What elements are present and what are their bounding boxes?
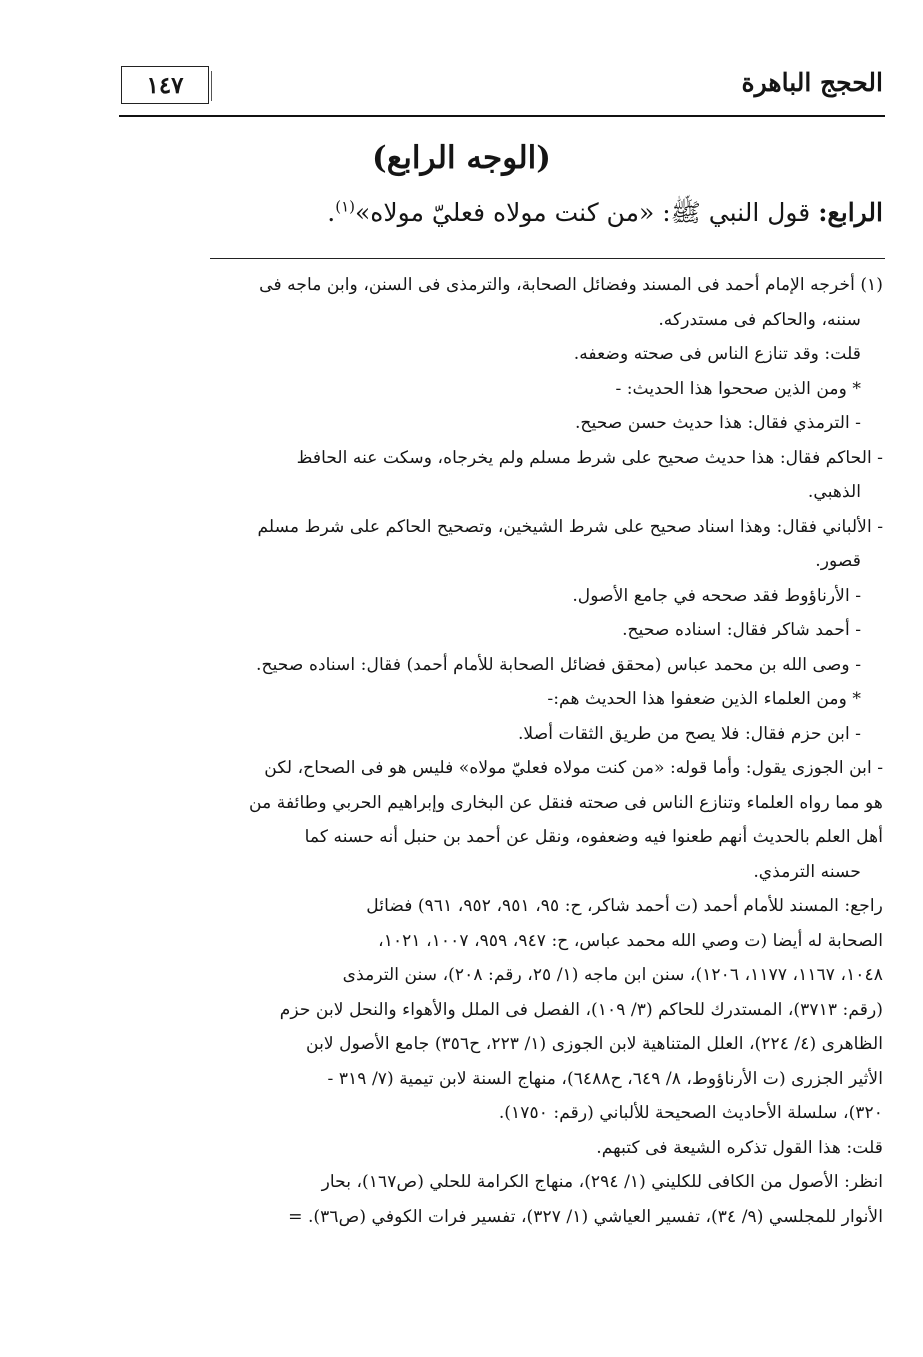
footnote-line: راجع: المسند للأمام أحمد (ت أحمد شاكر، ح: ٩٥، ٩٥١، ٩٥٢، ٩٦١) فضائل	[366, 896, 883, 916]
footnote-line: الصحابة له أيضا (ت وصي الله محمد عباس، ح: ٩٤٧، ٩٥٩، ١٠٠٧، ١٠٢١،	[378, 930, 883, 951]
page-number: ١٤٧	[146, 72, 184, 99]
statement-text: قول النبي ﷺ: «من كنت مولاه فعليّ مولاه»	[355, 198, 811, 227]
statement-rule	[210, 258, 885, 259]
footnote-line: * ومن الذين صححوا هذا الحديث: -	[615, 378, 861, 399]
footnote-block	[112, 268, 883, 1234]
footnote-line: الظاهرى (٤/ ٢٢٤)، العلل المتناهية لابن الجوزى (١/ ٢٢٣، ح٣٥٦) جامع الأصول لابن	[306, 1034, 883, 1054]
statement-end: .	[327, 198, 336, 227]
footnote-line: الذهبي.	[807, 482, 861, 502]
footnote-line: هو مما رواه العلماء وتنازع الناس فى صحته فنقل عن البخارى وإبراهيم الحربي وطائفة من	[249, 792, 883, 813]
page-number-box	[121, 66, 209, 104]
footnote-line: - ابن الجوزى يقول: وأما قوله: «من كنت مولاه فعليّ مولاه» فليس هو فى الصحاح، لكن	[264, 758, 883, 778]
footnote-line: * ومن العلماء الذين ضعفوا هذا الحديث هم:-	[547, 689, 861, 709]
section-heading: (الوجه الرابع)	[372, 140, 551, 176]
footnote-line: (١) أخرجه الإمام أحمد فى المسند وفضائل الصحابة، والترمذى فى السنن، وابن ماجه فى	[259, 275, 883, 295]
footnote-line: ١٠٤٨، ١١٦٧، ١١٧٧، ١٢٠٦)، سنن ابن ماجه (١/ ٢٥، رقم: ٢٠٨)، سنن الترمذى	[342, 965, 883, 985]
footnote-line: حسنه الترمذي.	[753, 861, 861, 882]
footnote-line: - وصى الله بن محمد عباس (محقق فضائل الصحابة للأمام أحمد) فقال: اسناده صحيح.	[256, 654, 861, 675]
book-title: الحجج الباهرة	[741, 68, 883, 97]
footnote-line: الأثير الجزرى (ت الأرناؤوط، ٨/ ٦٤٩، ح٦٤٨٨)، منهاج السنة لابن تيمية (٧/ ٣١٩ -	[327, 1068, 883, 1089]
footnote-line: انظر: الأصول من الكافى للكليني (١/ ٢٩٤)، منهاج الكرامة للحلي (ص١٦٧)، بحار	[321, 1172, 883, 1192]
footnote-line: - ابن حزم فقال: فلا يصح من طريق الثقات أصلا.	[517, 723, 861, 744]
footnote-line: - الترمذي فقال: هذا حديث حسن صحيح.	[574, 413, 861, 433]
footnote-line: - الحاكم فقال: هذا حديث صحيح على شرط مسلم ولم يخرجاه، وسكت عنه الحافظ	[296, 447, 883, 468]
footnote-line: أهل العلم بالحديث أنهم طعنوا فيه وضعفوه، ونقل عن أحمد بن حنبل أنه حسنه كما	[304, 827, 883, 847]
footnote-line: (رقم: ٣٧١٣)، المستدرك للحاكم (٣/ ١٠٩)، الفصل فى الملل والأهواء والنحل لابن حزم	[279, 999, 883, 1020]
footnote-line: قصور.	[815, 551, 861, 571]
footnote-line: قلت: وقد تنازع الناس فى صحته وضعفه.	[573, 344, 861, 364]
footnote-line: الأنوار للمجلسي (٩/ ٣٤)، تفسير العياشي (١/ ٣٢٧)، تفسير فرات الكوفي (ص٣٦). =	[288, 1206, 883, 1227]
statement-lead: الرابع:	[818, 198, 883, 227]
footnote-line: - الأرناؤوط فقد صححه في جامع الأصول.	[572, 585, 861, 606]
footnote-line: - الألباني فقال: وهذا اسناد صحيح على شرط الشيخين، وتصحيح الحاكم على شرط مسلم	[257, 516, 883, 537]
footnote-line: سننه، والحاكم فى مستدركه.	[658, 309, 861, 330]
footnote-line: قلت: هذا القول تذكره الشيعة فى كتبهم.	[596, 1137, 883, 1158]
main-statement	[200, 197, 883, 234]
footnote-reference: (١)	[335, 197, 356, 216]
header-rule	[119, 115, 885, 117]
box-edge-decoration	[208, 71, 212, 101]
footnote-line: - أحمد شاكر فقال: اسناده صحيح.	[622, 620, 861, 640]
footnote-line: ٣٢٠)، سلسلة الأحاديث الصحيحة للألباني (رقم: ١٧٥٠).	[498, 1103, 883, 1123]
